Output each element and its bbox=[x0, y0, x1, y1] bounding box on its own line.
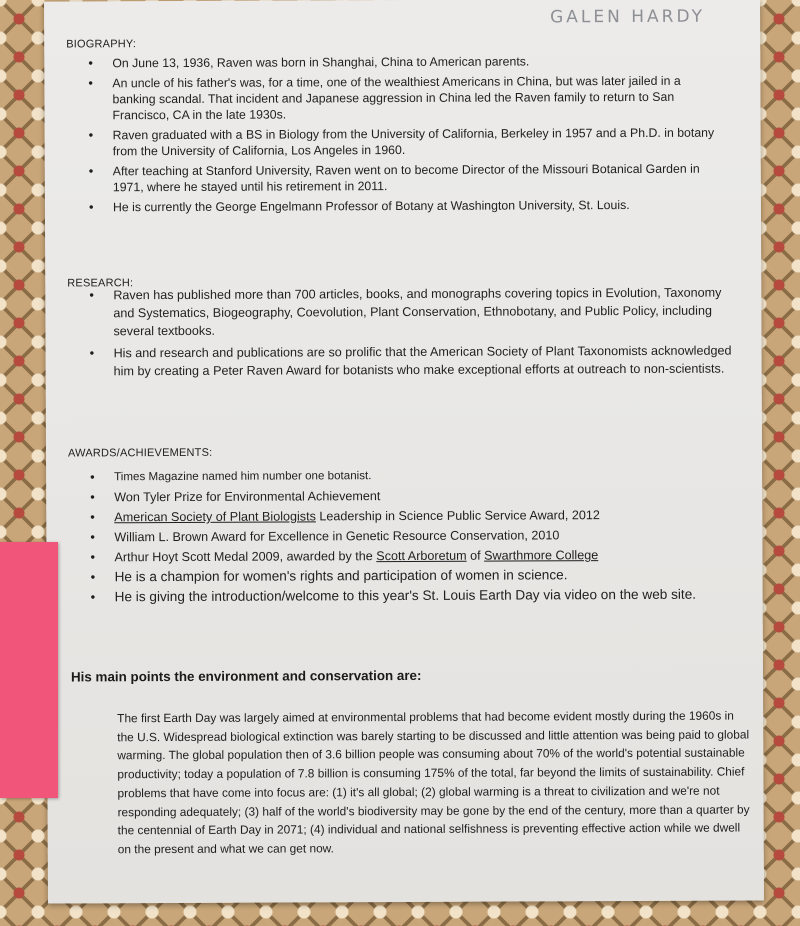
list-item: • Raven graduated with a BS in Biology from the University of California, Berkeley in 1957 and a Ph.D. in botany from the University of California, Los Angeles in 1960. bbox=[113, 125, 725, 160]
main-points-paragraph: The first Earth Day was largely aimed at environmental problems that had become evident mostly during the 1960s in the U.S. Widespread biological extinction was barely starting to be discussed and little attention was being paid to global warming. The global population then of 3.6 billion people was consuming about 70% of the world's potential sustainable productivity; today a population of 7.8 billion is consuming 175% of the total, far beyond the limits of sustainability. Chief problems that have come into focus are: (1) it's all global; (2) global warming is a threat to civilization and we're not responding adequately; (3) half of the world's biodiversity may be gone by the end of the century, more than a quarter by the centennial of Earth Day in 2071; (4) individual and national selfishness is preventing effective action while we dwell on the present and what we can get now. bbox=[117, 708, 750, 857]
awards-list bbox=[114, 464, 755, 607]
list-item: • He is currently the George Engelmann Professor of Botany at Washington University, St. Louis. bbox=[113, 197, 725, 216]
list-item: • On June 13, 1936, Raven was born in Shanghai, China to American parents. bbox=[112, 53, 724, 72]
document-page bbox=[44, 0, 764, 904]
biography-list bbox=[112, 53, 725, 216]
swarthmore-link[interactable]: Swarthmore College bbox=[484, 548, 599, 563]
list-item bbox=[114, 544, 754, 567]
research-heading: RESEARCH: bbox=[67, 277, 134, 290]
of-text: of bbox=[470, 548, 481, 563]
list-item: • He is a champion for women's rights and participation of women in science. bbox=[115, 564, 755, 587]
list-item: • He is giving the introduction/welcome to this year's St. Louis Earth Day via video on the web site. bbox=[115, 584, 755, 607]
list-item: • An uncle of his father's was, for a time, one of the wealthiest Americans in China, but was later jailed in a banking scandal. That incident and Japanese aggression in China led the Raven family to return to San Francisco, CA in the late 1930s. bbox=[112, 73, 724, 124]
handwritten-name: GALEN HARDY bbox=[550, 6, 706, 28]
award-text: Leadership in Science Public Service Award, 2012 bbox=[319, 508, 600, 524]
asps-link[interactable]: American Society of Plant Biologists bbox=[114, 509, 316, 525]
list-item: • William L. Brown Award for Excellence in Genetic Resource Conservation, 2010 bbox=[114, 524, 754, 547]
list-item: • His and research and publications are so prolific that the American Society of Plant Taxonomists acknowledged him by creating a Peter Raven Award for botanists who make exceptional efforts at outreach to non-scientists. bbox=[114, 342, 740, 381]
sticky-note bbox=[0, 542, 58, 798]
list-item: • Raven has published more than 700 articles, books, and monographs covering topics in Evolution, Taxonomy and Systematics, Biogeography, Coevolution, Plant Conservation, Ethnobotany, and Public Policy, including several textbooks. bbox=[113, 284, 739, 341]
main-points-heading: His main points the environment and conservation are: bbox=[70, 667, 422, 685]
list-item: • After teaching at Stanford University, Raven went on to become Director of the Missouri Botanical Garden in 1971, where he stayed until his retirement in 2011. bbox=[113, 161, 725, 196]
award-text: Arthur Hoyt Scott Medal 2009, awarded by the bbox=[114, 549, 373, 565]
list-item bbox=[114, 504, 754, 527]
research-list bbox=[113, 284, 739, 381]
arboretum-link[interactable]: Scott Arboretum bbox=[376, 548, 467, 564]
awards-heading: AWARDS/ACHIEVEMENTS: bbox=[67, 446, 213, 460]
biography-heading: BIOGRAPHY: bbox=[66, 38, 137, 51]
list-item: • Times Magazine named him number one botanist. bbox=[114, 464, 754, 487]
list-item: • Won Tyler Prize for Environmental Achievement bbox=[114, 484, 754, 507]
